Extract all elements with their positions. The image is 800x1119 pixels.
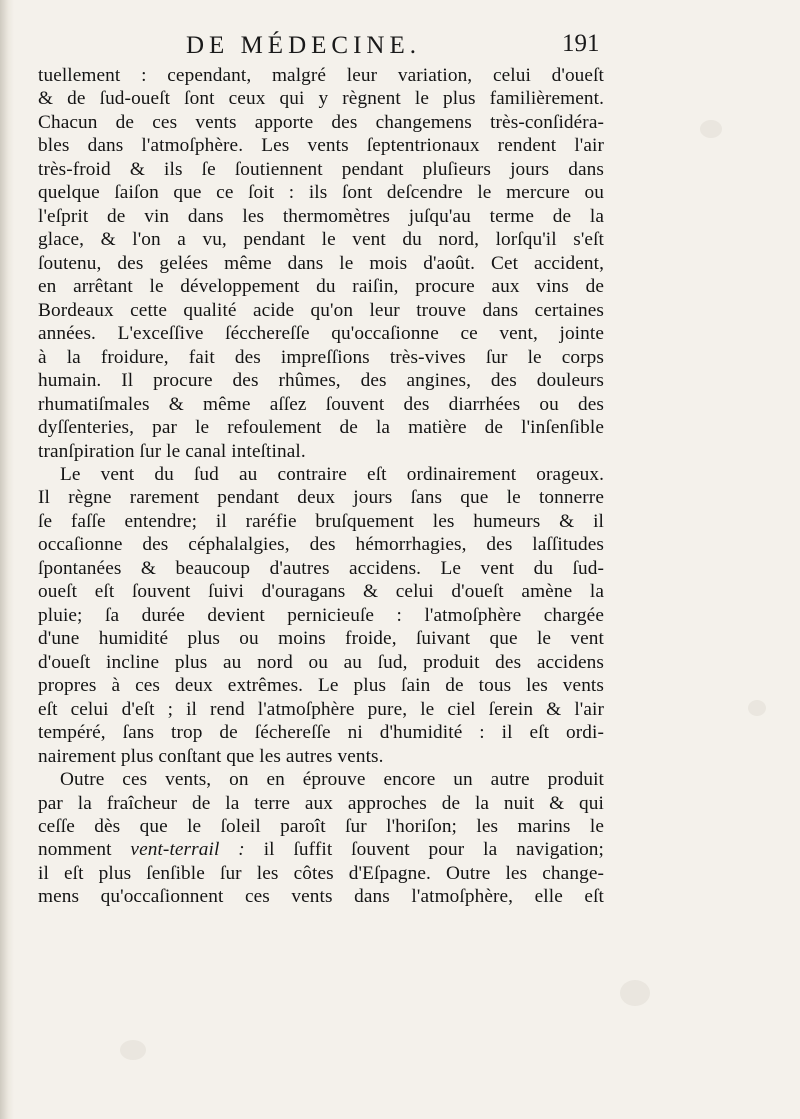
text-line: ſpontanées & beaucoup d'autres accidens. Le vent du ſud-: [38, 557, 604, 579]
line-segment: il ſuffit ſouvent pour la navigation;: [263, 839, 605, 861]
text-line: oueſt eſt ſouvent ſuivi d'ouragans & celui d'oueſt amène la: [38, 581, 604, 603]
text-line: tuellement : cependant, malgré leur variation, celui d'oueſt: [38, 65, 604, 86]
text-line: quelque ſaiſon que ce ſoit : ils ſont deſcendre le mercure ou: [38, 182, 604, 204]
text-line: Il règne rarement pendant deux jours ſans que le tonnerre: [38, 487, 604, 509]
text-line: bles dans l'atmoſphère. Les vents ſeptentrionaux rendent l'air: [38, 135, 604, 157]
text-line: humain. Il procure des rhûmes, des angines, des douleurs: [38, 370, 604, 392]
text-line: il eſt plus ſenſible ſur les côtes d'Eſpagne. Outre les change-: [38, 862, 604, 884]
text-line: tempéré, ſans trop de ſéchereſſe ni d'humidité : il eſt ordi-: [38, 722, 604, 744]
body-text: [38, 64, 604, 909]
line-segment: nomment: [38, 839, 131, 861]
text-line: ſoutenu, des gelées même dans le mois d'août. Cet accident,: [38, 252, 604, 274]
text-line: en arrêtant le développement du raiſin, procure aux vins de: [38, 276, 604, 298]
paper-stain: [700, 120, 722, 138]
text-line: d'une humidité plus ou moins froide, ſuivant que le vent: [38, 628, 604, 650]
text-line: occaſionne des céphalalgies, des hémorrhagies, des laſſitudes: [38, 534, 604, 556]
paragraph-first-line: Le vent du ſud au contraire eſt ordinairement orageux.: [60, 463, 604, 485]
text-line: & de ſud-oueſt ſont ceux qui y règnent le plus familièrement.: [38, 88, 604, 110]
paragraph-first-line: Outre ces vents, on en éprouve encore un autre produit: [60, 769, 604, 791]
text-line: mens qu'occaſionnent ces vents dans l'atmoſphère, elle eſt: [38, 886, 604, 908]
text-line: glace, & l'on a vu, pendant le vent du nord, lorſqu'il s'eſt: [38, 229, 604, 251]
text-line: l'eſprit de vin dans les thermomètres juſqu'au terme de la: [38, 205, 604, 227]
text-line: pluie; ſa durée devient pernicieuſe : l'atmoſphère chargée: [38, 604, 604, 626]
paper-stain: [620, 980, 650, 1006]
text-line: nairement plus conſtant que les autres vents.: [38, 745, 384, 767]
text-line: propres à ces deux extrêmes. Le plus ſain de tous les vents: [38, 675, 604, 697]
text-line: très-froid & ils ſe ſoutiennent pendant pluſieurs jours dans: [38, 158, 604, 180]
text-line: tranſpiration ſur le canal inteſtinal.: [38, 440, 306, 462]
page-number: 191: [562, 30, 600, 57]
text-line: Chacun de ces vents apporte des changemens très-conſidéra-: [38, 111, 604, 133]
text-line: à la froidure, fait des impreſſions très-vives ſur le corps: [38, 346, 604, 368]
paper-stain: [748, 700, 766, 716]
text-line: années. L'exceſſive ſécchereſſe qu'occaſionne ce vent, jointe: [38, 323, 604, 345]
text-line: ceſſe dès que le ſoleil paroît ſur l'horiſon; les marins le: [38, 816, 604, 837]
paper-stain: [120, 1040, 146, 1060]
text-line: par la fraîcheur de la terre aux approches de la nuit & qui: [38, 792, 604, 814]
running-head: DE MÉDECINE.: [186, 32, 421, 59]
text-line: d'oueſt incline plus au nord ou au ſud, produit des accidens: [38, 651, 604, 673]
text-line: rhumatiſmales & même aſſez ſouvent des diarrhées ou des: [38, 393, 604, 415]
text-line-with-term: [38, 838, 604, 861]
text-line: dyſſenteries, par le refoulement de la matière de l'inſenſible: [38, 417, 604, 439]
page-header: [0, 30, 800, 64]
italic-term: vent-terrail :: [130, 839, 245, 861]
text-line: ſe faſſe entendre; il raréfie bruſquement les humeurs & il: [38, 510, 604, 532]
text-line: Bordeaux cette qualité acide qu'on leur trouve dans certaines: [38, 299, 604, 321]
page-gutter-shadow: [0, 0, 14, 1119]
text-line: eſt celui d'eſt ; il rend l'atmoſphère pure, le ciel ſerein & l'air: [38, 698, 604, 720]
